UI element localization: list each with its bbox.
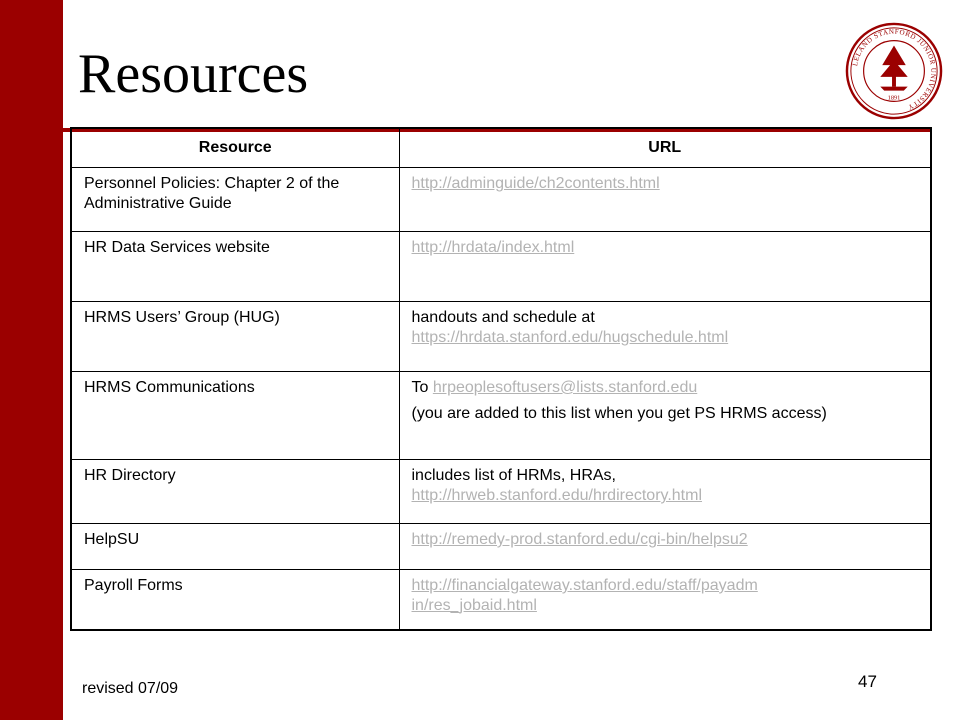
table-row	[71, 460, 931, 524]
table-row	[71, 302, 931, 372]
url-cell	[399, 524, 931, 570]
resource-cell: HR Data Services website	[71, 232, 399, 302]
url-cell	[399, 168, 931, 232]
url-cell	[399, 232, 931, 302]
resource-cell: Payroll Forms	[71, 570, 399, 630]
link-line-2: in/res_jobaid.html	[411, 597, 537, 614]
resource-cell: HRMS Communications	[71, 372, 399, 460]
table-row	[71, 168, 931, 232]
url-cell	[399, 570, 931, 630]
cell-text: To	[411, 379, 429, 396]
resource-link[interactable]: https://hrdata.stanford.edu/hugschedule.html	[411, 329, 729, 346]
cell-text: handouts and schedule at	[411, 309, 595, 326]
resource-link[interactable]: http://remedy-prod.stanford.edu/cgi-bin/helpsu2	[411, 531, 748, 548]
table-row	[71, 570, 931, 630]
page-number: 47	[858, 672, 877, 691]
revision-note: revised 07/09	[82, 680, 179, 697]
left-accent-bar	[0, 0, 63, 720]
url-cell	[399, 460, 931, 524]
resource-link[interactable]: http://hrweb.stanford.edu/hrdirectory.html	[411, 487, 703, 504]
link-line-1: http://financialgateway.stanford.edu/staff/payadm	[411, 577, 758, 594]
email-link[interactable]: hrpeoplesoftusers@lists.stanford.edu	[432, 379, 698, 396]
column-header-resource: Resource	[71, 128, 399, 168]
resource-link[interactable]: http://hrdata/index.html	[411, 239, 575, 256]
svg-text:LELAND STANFORD JUNIOR UNIVERS: LELAND STANFORD JUNIOR UNIVERSITY	[851, 27, 938, 112]
cell-text: includes list of HRMs, HRAs,	[411, 467, 616, 484]
table-header-row	[71, 128, 931, 168]
svg-text:1891: 1891	[887, 94, 901, 102]
resource-cell: Personnel Policies: Chapter 2 of the Administrative Guide	[71, 168, 399, 232]
slide-title: Resources	[78, 43, 309, 105]
table-row	[71, 524, 931, 570]
resource-cell: HelpSU	[71, 524, 399, 570]
resource-link[interactable]	[412, 577, 758, 614]
column-header-url: URL	[399, 128, 931, 168]
resources-table	[70, 127, 932, 631]
cell-note: (you are added to this list when you get PS HRMS access)	[411, 405, 827, 422]
resource-cell: HRMS Users’ Group (HUG)	[71, 302, 399, 372]
table-row	[71, 372, 931, 460]
resource-link[interactable]: http://adminguide/ch2contents.html	[411, 175, 660, 192]
url-cell	[399, 372, 931, 460]
url-cell	[399, 302, 931, 372]
stanford-seal-icon	[845, 22, 943, 120]
table-row	[71, 232, 931, 302]
resource-cell: HR Directory	[71, 460, 399, 524]
